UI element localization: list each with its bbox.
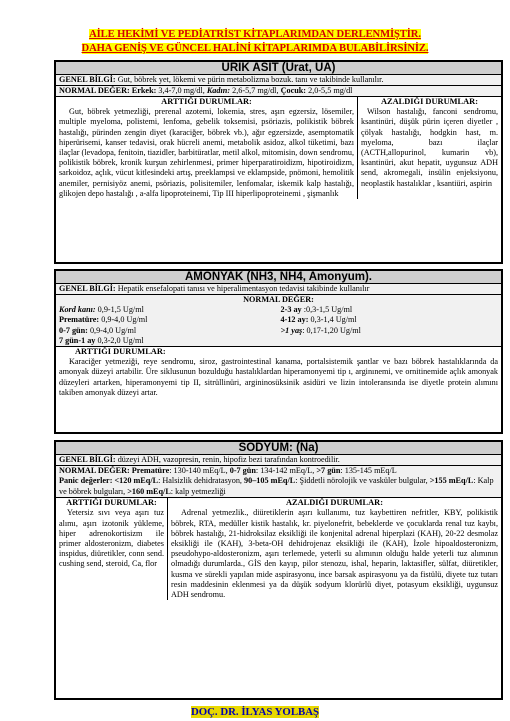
urik-asit-section <box>54 60 503 264</box>
banner-line-1: AİLE HEKİMİ VE PEDİATRİST KİTAPLARIMDAN DERLENMİŞTİR. <box>89 29 421 40</box>
sodyum-genel-bilgi: GENEL BİLGİ: düzeyi ADH, vazopresin, renin, hipofiz bezi tarafından kontroedilir. <box>56 455 501 466</box>
amonyak-normal-block: NORMAL DEĞER: Kord kanı: 0,9-1,5 Ug/ml 2-3 ay :0,3-1,5 Ug/ml Prematüre: 0,9-4,0 Ug/ml 4-12 ay: 0,3-1,4 Ug/ml 0-7 gün: 0,9-4,0 Ug/ml >1 yaş: 0,17-1,20 Ug/ml 7 gün-1 ay 0,3-2,0 Ug/ml <box>56 295 501 347</box>
amonyak-section <box>54 269 503 434</box>
banner-line-2: DAHA GENİŞ VE GÜNCEL HALİNİ KİTAPLARIMDA BULABİLİRSİNİZ. <box>81 43 429 54</box>
amonyak-artis: ARTTIĞI DURUMLAR: Karaciğer yetmeziği, reye sendromu, siroz, gastrointestinal kanama, portalsistemik şantlar ve bazı böbrek hastalıklarında da amonyak düzeyi artabilir. Üre siklusunun bozulduğu hastalıklardan hiperamonyemi tip ı, arginınemi, ve ornitinemide açlık amonyak düzeyleri artarken, hiperamonyemi tip II, sitrüllinüri, argininosüksinik asidüri ve lizin intoleransında ise diyetle protein alımını takiben amonyak düzeyi artar. <box>59 347 498 397</box>
urik-artis: ARTTIĞI DURUMLAR: Gut, böbrek yetmezliği, prerenal azotemi, lokemia, stres, aşırı egzersiz, lösemiler, multiple myeloma, polistemi, lenfoma, gebelik toksemisi, psöriazis, polikistik böbrek hastalığı, pürinden zengin diyet (karaciğer, böbrek vb.), ağır egzersizde, asemptomatik hiperürisemi, kanser tedavisi, orak hücreli anemi, metabolik asidoz, alkol tüketimi, bazı ilaçlar (levadopa, fenitoin, tiazidler, barbitüratlar, metil alkol, mitomisin, down sendromu, polikistik böbrek, kronik kurşun zehirlenmesi, primer hiperparatiroidizm, hipotiroidizm, sarkoidoz, açlık, vücut kitlesindeki artış, preeklampsi ve eklampside, pnömoni, hemolitik anemiler, pernisiyöz anemi, psöriazis, polisitemiler, lenfomalar, iskemik kalp hastalığı, glikojen depo hastalığı , a-alfa lipoproteinemi, Tip III hiperlipoproteinemi , şişmanlık <box>56 97 358 199</box>
urik-title: ÜRİK ASİT (Ürat, ÜA) <box>56 62 501 75</box>
sodyum-title: SODYUM: (Na) <box>56 442 501 455</box>
amonyak-title: AMONYAK (NH3, NH4, Amonyum). <box>56 271 501 284</box>
sodyum-artis: ARTTIĞI DURUMLAR: Yetersiz sıvı veya aşırı tuz alımı, aşırı izotonik yükleme, hiper adrenokortisizm ile primer aldosteronizm, diabetes inspidus, diüretikler, conn send. cushing send, steroid, Ca, flor <box>56 498 168 600</box>
sodyum-normal-deger: NORMAL DEĞER: Prematüre: 130-140 mEq/L, 0-7 gün: 134-142 mEq/L, >7 gün: 135-145 mEq/L Panic değerler: <120 mEq/L: Halsizlik dehidratasyon, 90–105 mEq/L: Şiddetli nörolojik ve vasküler bulgular, >155 mEq/L: Kalp ve böbrek bulguları, >160 mEq/L: kalp yetmezliği <box>56 466 501 498</box>
urik-genel-bilgi: GENEL BİLGİ: Gut, böbrek yet, lökemi ve pürin metabolizma bozuk. tanı ve takibinde kullanılır. <box>56 75 501 86</box>
sodyum-section <box>54 440 503 700</box>
amonyak-genel-bilgi: GENEL BİLGİ: Hepatik ensefalopati tanısı ve hiperalimentasyon tedavisi takibinde kullanılır <box>56 284 501 295</box>
author-footer: DOÇ. DR. İLYAS YOLBAŞ <box>190 706 320 718</box>
sodyum-azal: AZALDIĞI DURUMLAR: Adrenal yetmezlik., diüretiklerin aşırı kullanımı, tuz kaybettiren nefritler, KBY, polikistik böbrek, RTA, medüller kistik hastalık, kr. piyelonefrit, bebeklerde ve çocuklarda renal tuz kaybı, böbrek hastalığı, 21-hidroksilaz eksikliği ile konjenital adrenal hiperplazi (KAH), 20-22 desmolaz eksikliği ile (KAH), 3-beta-OH dehidrojenaz eksikliği ile (KAH), İzole hipoaldosteronizm, pseudohypo-aldosteronizm, aşırı terlemede, yeterli su alımının olduğu halde yeterli tuz alımının olmadığı durumlarda., GİS den kayıp, pilor stenozu, ishal, heparin, laktasifler, sülfat, diüretikler, kusma ve sürekli yapılan mide aspirasyonu, ince barsak aspirasyonu ya da fistülü, diyete tuz tutarı resin maddesinin eklenmesi ya da düşük sodyum klorürlü diyet, potasyum eksikliği, uygunsuz ADH sendromu. <box>171 498 498 600</box>
urik-azal: AZALDIĞI DURUMLAR: Wilson hastalığı, fanconi sendromu, ksantinüri, düşük pürin içeren diyetler , çölyak hastalığı, hodgkin hast, m. myeloma, bazı ilaçlar (ACTH,allopurinol, kumarin vb), ksantinüri, akut hepatit, uygunsuz ADH send, akromegali, insülin enjeksiyonu, neoplastik hastalıklar , ksantiüri, aspirin <box>361 97 498 188</box>
urik-normal-deger: NORMAL DEĞER: Erkek: 3,4-7,0 mg/dl, Kadın: 2,6-5,7 mg/dl, Çocuk: 2,0-5,5 mg/dl <box>56 86 501 97</box>
